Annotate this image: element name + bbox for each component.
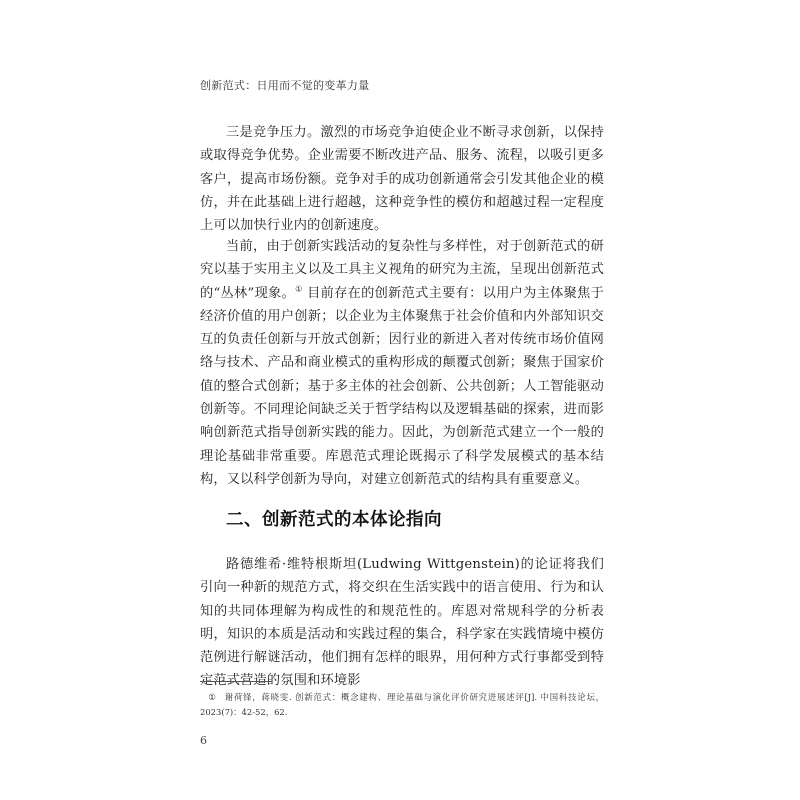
body-paragraph-3: 路德维希·维特根斯坦(Ludwing Wittgenstein)的论证将我们引向一种新的规范方式，将交织在生活实践中的语言使用、行为和认知的共同体理解为构成性的和规范性的。库恩对常规科学的分析表明，知识的本质是活动和实践过程的集合，科学家在实践情境中模仿范例进行解谜活动，他们拥有怎样的眼界，用何种方式行事都受到特定范式营造的氛围和环境影 (200, 557, 604, 689)
body-paragraph-2 (200, 235, 604, 491)
paragraph-2-text-after-ref: 目前存在的创新范式主要有：以用户为主体聚焦于经济价值的用户创新；以企业为主体聚焦于社会价值和内外部知识交互的负责任创新与开放式创新；因行业的新进入者对传统市场价值网络与技术、产品和商业模式的重构形成的颠覆式创新；聚焦于国家价值的整合式创新；基于多主体的社会创新、公共创新；人工智能驱动创新等。不同理论间缺乏关于哲学结构以及逻辑基础的探索，进而影响创新范式指导创新实践的能力。因此，为创新范式建立一个一般的理论基础非常重要。库恩范式理论既揭示了科学发展模式的基本结构，又以科学创新为导向，对建立创新范式的结构具有重要意义。 (200, 285, 604, 487)
page-number: 6 (200, 734, 207, 747)
section-heading: 二、创新范式的本体论指向 (226, 510, 442, 530)
paragraph-2-text-before-ref: 当前，由于创新实践活动的复杂性与多样性，对于创新范式的研究以基于实用主义以及工具主义视角的研究为主流，呈现出创新范式的“丛林”现象。 (200, 239, 604, 301)
footnote (200, 690, 604, 719)
footnote-reference-marker[interactable]: ① (295, 284, 303, 294)
footnote-text: 谢荷锋，蒋晓雯. 创新范式：概念建构、理论基础与演化评价研究进展述评[J]. 中国科技论坛，2023(7)：42-52，62. (200, 692, 604, 717)
running-header: 创新范式：日用而不觉的变革力量 (200, 79, 370, 92)
body-paragraph-1: 三是竞争压力。激烈的市场竞争迫使企业不断寻求创新，以保持或取得竞争优势。企业需要不断改进产品、服务、流程，以吸引更多客户，提高市场份额。竞争对手的成功创新通常会引发其他企业的模仿，并在此基础上进行超越，这种竞争性的模仿和超越过程一定程度上可以加快行业内的创新速度。 (200, 125, 604, 234)
footnote-marker: ① (208, 692, 216, 702)
footnote-divider (200, 681, 272, 682)
